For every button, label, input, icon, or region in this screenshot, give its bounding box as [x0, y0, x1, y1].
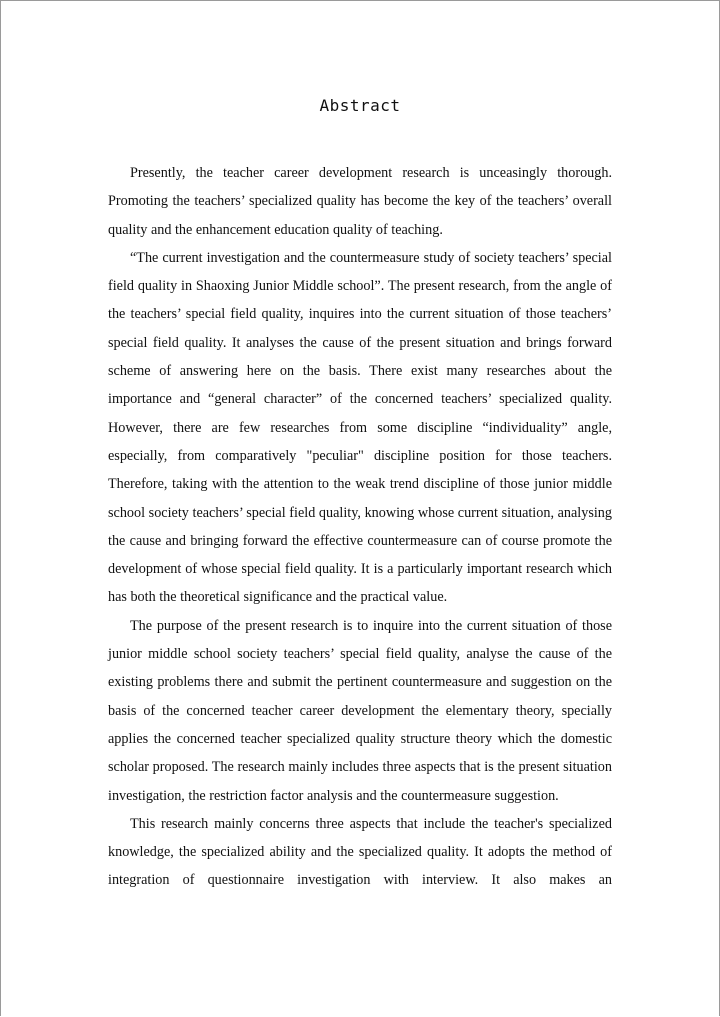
abstract-paragraph-4: This research mainly concerns three aspects that include the teacher's specialized knowledge, the specialized ability and the specialized quality. It adopts the method of integration of questionnaire investigation with interview. It also makes an: [108, 815, 612, 889]
abstract-body: [108, 159, 612, 895]
abstract-paragraph-1: Presently, the teacher career development research is unceasingly thorough. Promoting the teachers’ specialized quality has become the key of the teachers’ overall quality and the enhancement education quality of teaching.: [108, 165, 612, 238]
abstract-paragraph-3: The purpose of the present research is to inquire into the current situation of those junior middle school society teachers’ special field quality, analyse the cause of the existing problems there and submit the pertinent countermeasure and suggestion on the basis of the concerned teacher career development the elementary theory, specially applies the concerned teacher specialized quality structure theory which the domestic scholar proposed. The research mainly includes three aspects that is the present situation investigation, the restriction factor analysis and the countermeasure suggestion.: [108, 617, 612, 804]
abstract-paragraph-2: “The current investigation and the countermeasure study of society teachers’ special field quality in Shaoxing Junior Middle school”. The present research, from the angle of the teachers’ special field quality, inquires into the current situation of those teachers’ special field quality. It analyses the cause of the present situation and brings forward scheme of answering here on the basis. There exist many researches about the importance and “general character” of the concerned teachers’ specialized quality. However, there are few researches from some discipline “individuality” angle, especially, from comparatively "peculiar" discipline position for those teachers. Therefore, taking with the attention to the weak trend discipline of those junior middle school society teachers’ special field quality, knowing whose current situation, analysing the cause and bringing forward the effective countermeasure can of course promote the development of whose special field quality. It is a particularly important research which has both the theoretical significance and the practical value.: [108, 249, 612, 606]
page-title: Abstract: [319, 96, 401, 115]
